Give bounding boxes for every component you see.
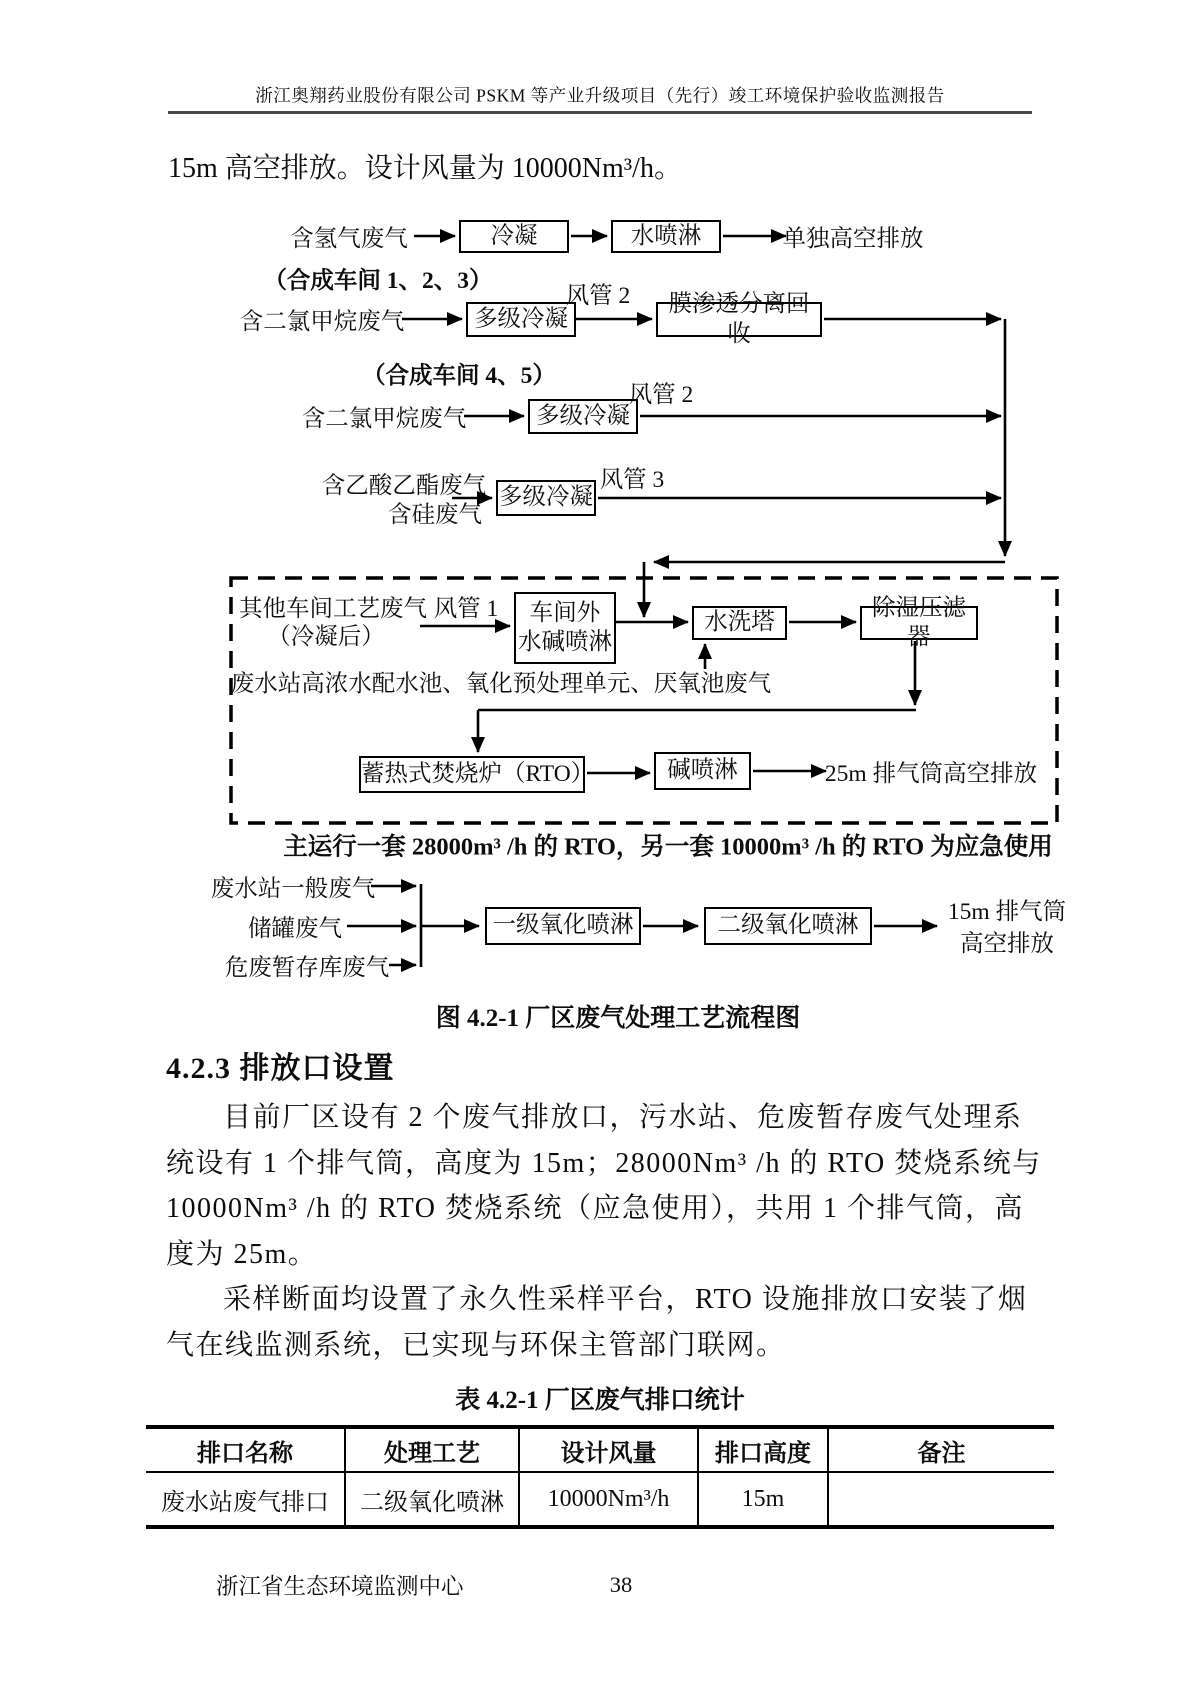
flow-source-hydrogen-gas: 含氢气废气 — [290, 226, 408, 252]
flow-source-silicon: 含硅废气 — [388, 502, 482, 528]
flow-duct2-label-2: 风管 2 — [628, 382, 694, 408]
flow-box-wash-tower: 水洗塔 — [692, 606, 787, 640]
flow-outcome-15m-stack-line2: 高空排放 — [960, 931, 1054, 957]
flow-source-hazwaste-storage: 危废暂存库废气 — [224, 955, 390, 981]
paragraph-1 — [166, 1095, 1046, 1277]
outlet-statistics-table — [146, 1425, 1054, 1529]
flow-source-dcm-2: 含二氯甲烷废气 — [301, 406, 467, 432]
flow-box-alkali-spray: 碱喷淋 — [654, 752, 751, 790]
intro-line: 15m 高空排放。设计风量为 10000Nm³/h。 — [168, 153, 682, 184]
col-header-remarks: 备注 — [828, 1427, 1054, 1472]
footer-page-number: 38 — [609, 1572, 633, 1597]
flow-box-outdoor-alkali-spray — [514, 592, 616, 664]
col-header-outlet-name: 排口名称 — [146, 1427, 345, 1472]
flow-workshop-45-label: （合成车间 4、5） — [362, 363, 556, 389]
flow-outcome-25m-stack: 25m 排气筒高空排放 — [824, 761, 1038, 787]
flow-outcome-15m-stack-line1: 15m 排气筒 — [947, 899, 1067, 925]
flow-box-water-spray: 水喷淋 — [611, 220, 721, 253]
flow-box-multistage-condense-2: 多级冷凝 — [528, 399, 638, 434]
outdoor-alkali-spray-line1: 车间外 — [529, 599, 601, 626]
section-heading: 4.2.3 排放口设置 — [166, 1052, 395, 1085]
flow-source-dcm-1: 含二氯甲烷废气 — [239, 309, 405, 335]
paragraph-1-line: 目前厂区设有 2 个废气排放口，污水站、危废暂存废气处理系 — [223, 1102, 1023, 1133]
outdoor-alkali-spray-line2: 水碱喷淋 — [518, 629, 612, 655]
flow-wastewater-note: 废水站高浓水配水池、氧化预处理单元、厌氧池废气 — [230, 671, 772, 697]
flow-box-multistage-condense-3: 多级冷凝 — [496, 480, 596, 516]
cell-remarks — [828, 1472, 1054, 1527]
figure-caption: 图 4.2-1 厂区废气处理工艺流程图 — [435, 1005, 801, 1032]
flow-workshop-123-label: （合成车间 1、2、3） — [263, 268, 493, 294]
cell-outlet-height: 15m — [698, 1472, 828, 1527]
flow-box-dehumidifier: 除湿压滤器 — [860, 606, 978, 640]
flow-source-storage-tank: 储罐废气 — [248, 916, 342, 942]
paragraph-1-line: 10000Nm³ /h 的 RTO 焚烧系统（应急使用），共用 1 个排气筒，高 — [166, 1193, 1024, 1224]
paragraph-1-line: 统设有 1 个排气筒，高度为 15m；28000Nm³ /h 的 RTO 焚烧系统与 — [166, 1147, 1042, 1179]
flow-box-multistage-condense-1: 多级冷凝 — [466, 302, 576, 337]
flow-source-ethyl-acetate: 含乙酸乙酯废气 — [321, 473, 487, 499]
flow-outcome-separate-discharge: 单独高空排放 — [782, 226, 924, 252]
paragraph-2-line: 气在线监测系统，已实现与环保主管部门联网。 — [166, 1329, 786, 1361]
table-row — [146, 1472, 1054, 1527]
cell-design-airflow: 10000Nm³/h — [519, 1472, 698, 1527]
flow-source-other-workshop-note: （冷凝后） — [267, 624, 385, 650]
flow-box-primary-oxidation-spray: 一级氧化喷淋 — [485, 907, 641, 945]
flow-box-membrane-recovery: 膜渗透分离回收 — [656, 302, 822, 337]
header-rule — [168, 111, 1032, 114]
cell-process: 二级氧化喷淋 — [345, 1472, 519, 1527]
flow-source-other-workshop: 其他车间工艺废气 — [239, 596, 427, 622]
rto-capacity-note: 主运行一套 28000m³ /h 的 RTO，另一套 10000m³ /h 的 RTO 为应急使用 — [283, 833, 1053, 861]
col-header-process: 处理工艺 — [345, 1427, 519, 1472]
table-header-row — [146, 1427, 1054, 1472]
flow-duct1-label: 风管 1 — [433, 596, 499, 622]
paragraph-2-line: 采样断面均设置了永久性采样平台，RTO 设施排放口安装了烟 — [223, 1284, 1028, 1315]
table-caption: 表 4.2-1 厂区废气排口统计 — [455, 1387, 745, 1414]
paragraph-2 — [166, 1277, 1046, 1368]
flow-source-wastewater-general: 废水站一般废气 — [210, 876, 376, 902]
flow-duct2-label-1: 风管 2 — [565, 283, 631, 309]
flow-box-rto-incinerator: 蓄热式焚烧炉（RTO） — [359, 756, 585, 793]
paragraph-1-line: 度为 25m。 — [166, 1238, 318, 1270]
col-header-design-airflow: 设计风量 — [519, 1427, 698, 1472]
cell-outlet-name: 废水站废气排口 — [161, 1489, 329, 1516]
footer-organization: 浙江省生态环境监测中心 — [216, 1574, 464, 1599]
flow-duct3-label: 风管 3 — [599, 467, 665, 493]
flow-box-condense: 冷凝 — [459, 220, 569, 253]
page-header-title: 浙江奥翔药业股份有限公司 PSKM 等产业升级项目（先行）竣工环境保护验收监测报告 — [255, 85, 945, 106]
col-header-outlet-height: 排口高度 — [698, 1427, 828, 1472]
flow-box-secondary-oxidation-spray: 二级氧化喷淋 — [704, 907, 872, 945]
